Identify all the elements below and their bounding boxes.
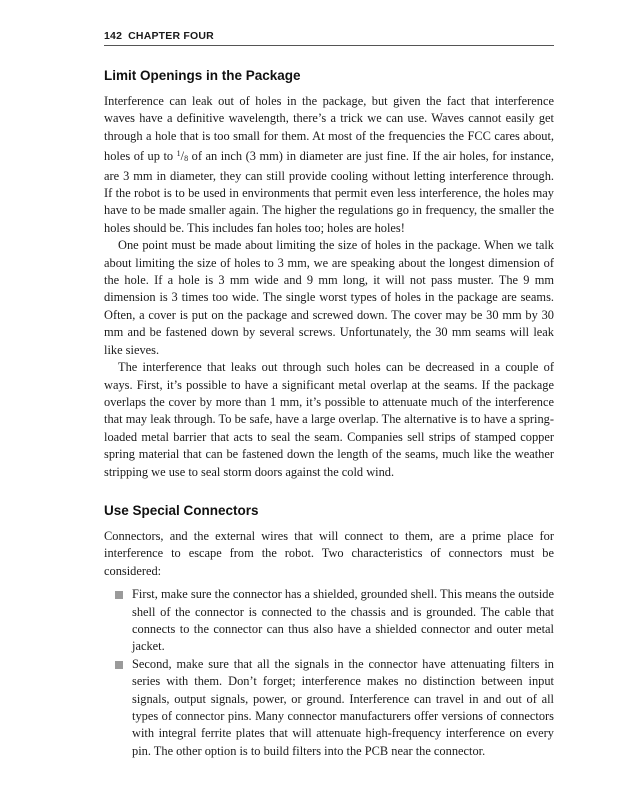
- fraction-one-eighth: $^1/_8$: [176, 149, 189, 164]
- list-item: [104, 586, 554, 656]
- fraction-numerator: 1: [176, 149, 181, 159]
- square-bullet-icon: [115, 661, 123, 669]
- bullet-list: [104, 586, 554, 760]
- section-heading-special-connectors: Use Special Connectors: [104, 502, 259, 518]
- book-page: [104, 30, 554, 760]
- square-bullet-icon: [115, 591, 123, 599]
- list-item-text: Second, make sure that all the signals in the connector have attenuating filters in series with them. Don’t forget; interference makes no distinction between input signals, output signals, power, or ground. Interference can travel in and out of all types of connector pins. Many connector manufacturers offer versions of connectors with integral ferrite plates that will attenuate high-frequency interference on every pin. The other option is to build filters into the PCB near the connector.: [132, 656, 554, 758]
- list-item: [104, 656, 554, 760]
- chapter-label: CHAPTER FOUR: [128, 30, 214, 42]
- fraction-denominator: 8: [184, 154, 189, 164]
- paragraph-1: [104, 93, 554, 237]
- paragraph-3: The interference that leaks out through such holes can be decreased in a couple of ways. First, it’s possible to have a significant metal overlap at the seams. If the package overlaps the cover by more than 1 mm, it’s possible to attenuate much of the interference that may leak through. To be safe, have a large overlap. The alternative is to have a spring-loaded metal barrier that acts to seal the seam. Companies sell strips of stamped copper spring material that can be fastened down the length of the seams, much like the weather stripping we use to seal storm doors against the cold wind.: [104, 360, 554, 479]
- paragraph-connectors-intro: Connectors, and the external wires that will connect to them, are a prime place for interference to escape from the robot. Two characteristics of connectors must be considered:: [104, 528, 554, 578]
- section-heading-limit-openings: Limit Openings in the Package: [104, 68, 301, 83]
- list-item-text: First, make sure the connector has a shielded, grounded shell. This means the outside shell of the connector is connected to the chassis and is grounded. The cable that connects to the connector can thus also have a shielded connector and outer metal jacket.: [132, 587, 554, 654]
- page-number: 142: [104, 30, 123, 42]
- paragraph-2: One point must be made about limiting the size of holes in the package. When we talk about limiting the size of holes to 3 mm, we are speaking about the longest dimension of the hole. If a hole is 3 mm wide and 9 mm long, it will not pass muster. The 9 mm dimension is 3 times too wide. The single worst types of holes in the package are seams. Often, a cover is put on the package and screwed down. The cover may be 30 mm by 30 mm and be fastened down by several screws. Unfortunately, the 30 mm seams will leak like sieves.: [104, 238, 554, 357]
- running-head: [104, 30, 554, 46]
- paragraph-1-part-b: of an inch (3 mm) in diameter are just fine. If the air holes, for instance, are 3 mm in diameter, they can still provide cooling without letting interference through. If the robot is to be used in environments that permit even less interference, the holes may have to be made smaller again. The higher the regulations go in frequency, the smaller the holes should be. This includes fan holes too; holes are holes!: [104, 149, 554, 235]
- paragraph-1-part-a: Interference can leak out of holes in the package, but given the fact that interference waves have a definitive wavelength, there’s a trick we can use. Waves cannot easily get through a hole that is too small for them. At most of the frequencies the FCC cares about, holes of up to: [104, 94, 554, 164]
